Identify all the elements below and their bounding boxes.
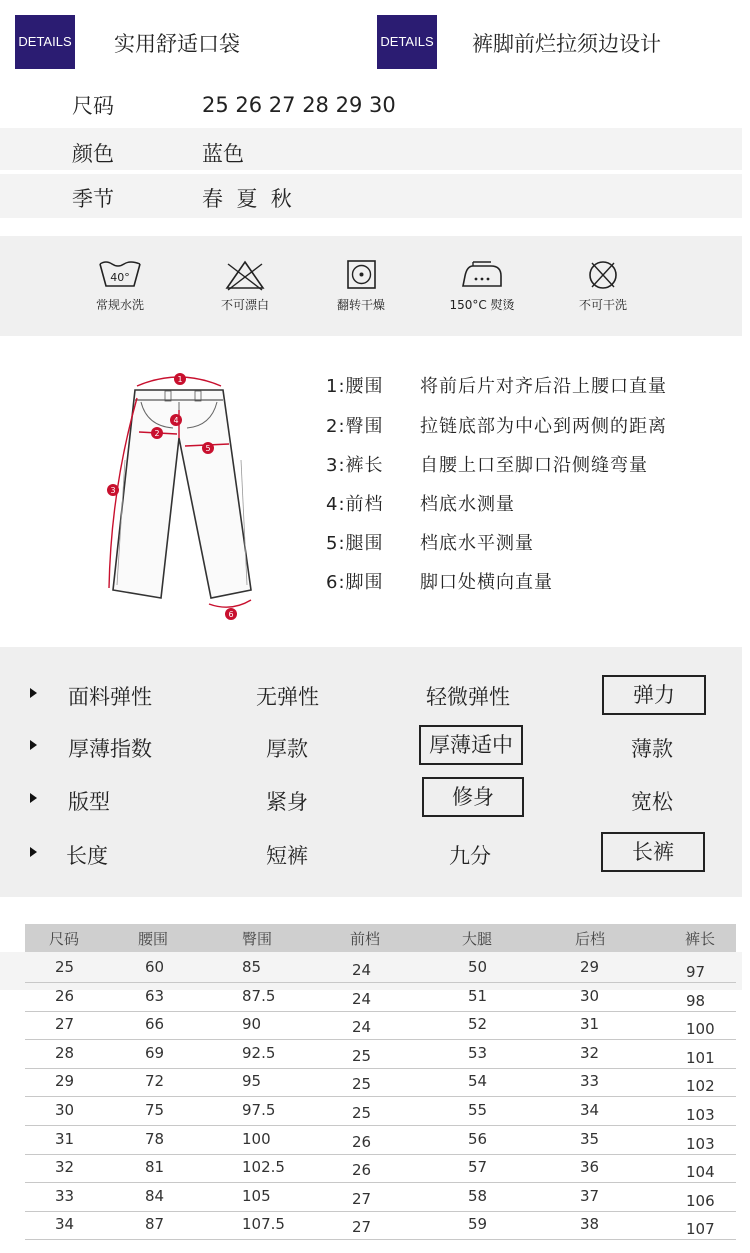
table-cell: 107 xyxy=(686,1220,715,1239)
table-cell: 52 xyxy=(468,1015,488,1034)
table-cell: 100 xyxy=(686,1020,715,1039)
table-cell: 98 xyxy=(686,991,706,1010)
bullet-icon xyxy=(30,793,37,803)
care-caption: 不可漂白 xyxy=(220,298,269,312)
table-cell: 90 xyxy=(242,1015,262,1034)
attr-option-selected: 厚薄适中 xyxy=(419,725,523,765)
table-cell: 31 xyxy=(55,1129,75,1148)
measure-line: 4:前档 档底水测量 xyxy=(326,494,515,515)
table-cell: 26 xyxy=(55,986,75,1005)
table-row-divider xyxy=(25,1011,736,1012)
col-header: 大腿 xyxy=(462,930,493,948)
attr-name: 版型 xyxy=(68,790,110,814)
iron-icon xyxy=(459,258,505,292)
measure-line: 6:脚围 脚口处横向直量 xyxy=(326,572,553,593)
wash-temp-text: 40° xyxy=(110,271,130,284)
table-cell: 27 xyxy=(352,1189,372,1208)
table-cell: 51 xyxy=(468,986,488,1005)
details-badge: DETAILS xyxy=(377,15,437,69)
table-cell: 38 xyxy=(580,1215,600,1234)
care-caption: 翻转干燥 xyxy=(336,298,385,312)
table-cell: 101 xyxy=(686,1048,715,1067)
care-caption: 150°C 熨烫 xyxy=(449,298,515,312)
table-cell: 27 xyxy=(352,1218,372,1237)
table-cell: 58 xyxy=(468,1186,488,1205)
col-header: 腰围 xyxy=(138,930,169,948)
table-cell: 57 xyxy=(468,1158,488,1177)
table-cell: 31 xyxy=(580,1015,600,1034)
care-caption: 不可干洗 xyxy=(578,298,627,312)
table-cell: 25 xyxy=(55,958,75,976)
attr-option: 薄款 xyxy=(631,737,673,761)
tumble-dry-icon xyxy=(338,258,384,292)
table-row-divider xyxy=(25,1239,736,1240)
attr-option: 短裤 xyxy=(266,844,308,868)
table-cell: 24 xyxy=(352,1018,372,1037)
table-cell: 87.5 xyxy=(242,986,276,1005)
col-header: 后档 xyxy=(575,930,606,948)
season-label: 季节 xyxy=(72,187,114,211)
table-row-divider xyxy=(25,1154,736,1155)
details-badge: DETAILS xyxy=(15,15,75,69)
table-cell: 103 xyxy=(686,1106,715,1124)
svg-text:3: 3 xyxy=(110,486,116,495)
col-header: 臀围 xyxy=(242,930,273,948)
table-cell: 25 xyxy=(352,1075,372,1094)
table-cell: 30 xyxy=(580,986,600,1005)
table-cell: 75 xyxy=(145,1101,165,1119)
attr-option: 厚款 xyxy=(266,737,308,761)
attr-option: 轻微弹性 xyxy=(426,685,510,709)
table-cell: 97.5 xyxy=(242,1101,276,1119)
table-cell: 81 xyxy=(145,1158,165,1177)
table-cell: 54 xyxy=(468,1072,488,1091)
attr-option: 紧身 xyxy=(266,790,308,814)
bullet-icon xyxy=(30,847,37,857)
table-cell: 87 xyxy=(145,1215,165,1234)
care-nobleach xyxy=(190,258,300,313)
attr-option-selected: 长裤 xyxy=(601,832,705,872)
attr-name: 长度 xyxy=(66,844,108,868)
svg-text:6: 6 xyxy=(228,610,234,619)
table-cell: 95 xyxy=(242,1072,262,1091)
table-cell: 29 xyxy=(580,958,600,976)
jeans-measure-diagram xyxy=(95,360,265,625)
attr-name: 面料弹性 xyxy=(68,685,152,709)
table-cell: 24 xyxy=(352,961,372,979)
season-value: 春 夏 秋 xyxy=(202,187,292,211)
table-row-divider xyxy=(25,1096,736,1097)
care-caption: 常规水洗 xyxy=(95,298,144,312)
no-dry-clean-icon xyxy=(580,258,626,292)
table-cell: 107.5 xyxy=(242,1215,285,1234)
table-cell: 102 xyxy=(686,1077,715,1096)
feature-hem-text: 裤脚前烂拉须边设计 xyxy=(472,32,661,56)
table-cell: 85 xyxy=(242,958,262,976)
measure-line: 1:腰围 将前后片对齐后沿上腰口直量 xyxy=(326,376,667,397)
table-cell: 66 xyxy=(145,1015,165,1034)
table-cell: 104 xyxy=(686,1163,715,1182)
jeans-outline xyxy=(113,390,251,598)
table-cell: 36 xyxy=(580,1158,600,1177)
marker-3 xyxy=(107,484,119,496)
table-cell: 78 xyxy=(145,1129,165,1148)
table-cell: 25 xyxy=(352,1104,372,1122)
table-cell: 33 xyxy=(580,1072,600,1091)
table-cell: 35 xyxy=(580,1129,600,1148)
table-cell: 30 xyxy=(55,1101,75,1119)
bullet-icon xyxy=(30,740,37,750)
table-cell: 103 xyxy=(686,1134,715,1153)
col-header: 裤长 xyxy=(685,930,716,948)
marker-5 xyxy=(202,442,214,454)
table-cell: 32 xyxy=(580,1043,600,1062)
bullet-icon xyxy=(30,688,37,698)
svg-text:1: 1 xyxy=(177,375,183,384)
table-cell: 59 xyxy=(468,1215,488,1234)
marker-2 xyxy=(151,427,163,439)
no-bleach-icon xyxy=(222,258,268,292)
size-value: 25 26 27 28 29 30 xyxy=(202,93,396,117)
measure-line: 2:臀围 拉链底部为中心到两侧的距离 xyxy=(326,416,667,437)
table-cell: 24 xyxy=(352,989,372,1008)
table-cell: 29 xyxy=(55,1072,75,1091)
table-cell: 53 xyxy=(468,1043,488,1062)
care-tumble xyxy=(306,258,416,313)
size-table-header xyxy=(25,924,736,952)
table-row-divider xyxy=(25,1182,736,1183)
attr-option-selected: 修身 xyxy=(422,777,524,817)
attr-name: 厚薄指数 xyxy=(68,737,152,761)
wash-40-icon xyxy=(97,258,143,292)
table-cell: 37 xyxy=(580,1186,600,1205)
table-cell: 72 xyxy=(145,1072,165,1091)
table-row-divider xyxy=(25,1125,736,1126)
table-cell: 92.5 xyxy=(242,1043,276,1062)
table-row-divider xyxy=(25,1068,736,1069)
table-cell: 28 xyxy=(55,1043,75,1062)
table-cell: 97 xyxy=(686,963,706,981)
table-cell: 106 xyxy=(686,1191,715,1210)
table-cell: 33 xyxy=(55,1186,75,1205)
care-panel xyxy=(0,236,742,336)
col-header: 前档 xyxy=(350,930,381,948)
table-cell: 102.5 xyxy=(242,1158,285,1177)
table-cell: 50 xyxy=(468,958,488,976)
table-cell: 27 xyxy=(55,1015,75,1034)
table-cell: 32 xyxy=(55,1158,75,1177)
svg-text:2: 2 xyxy=(154,429,160,438)
color-label: 颜色 xyxy=(72,142,114,166)
color-value: 蓝色 xyxy=(202,142,244,166)
attributes-panel xyxy=(0,647,742,897)
table-cell: 69 xyxy=(145,1043,165,1062)
marker-4 xyxy=(170,414,182,426)
attr-option: 九分 xyxy=(449,844,491,868)
col-header: 尺码 xyxy=(49,930,80,948)
marker-6 xyxy=(225,608,237,620)
measure-line: 5:腿围 档底水平测量 xyxy=(326,533,534,554)
care-nodryclean xyxy=(548,258,658,313)
table-cell: 34 xyxy=(55,1215,75,1234)
table-row-divider xyxy=(25,1039,736,1040)
table-cell: 26 xyxy=(352,1132,372,1151)
table-row-divider xyxy=(25,1211,736,1212)
size-label: 尺码 xyxy=(72,94,114,118)
marker-1 xyxy=(174,373,186,385)
attr-option: 无弹性 xyxy=(256,685,319,709)
table-cell: 56 xyxy=(468,1129,488,1148)
svg-text:5: 5 xyxy=(205,444,211,453)
table-row-divider xyxy=(25,982,736,983)
table-cell: 26 xyxy=(352,1161,372,1180)
table-cell: 100 xyxy=(242,1129,271,1148)
attr-option-selected: 弹力 xyxy=(602,675,706,715)
feature-pocket-text: 实用舒适口袋 xyxy=(114,32,240,56)
care-iron xyxy=(427,258,537,313)
attr-option: 宽松 xyxy=(631,790,673,814)
table-cell: 63 xyxy=(145,986,165,1005)
table-cell: 25 xyxy=(352,1046,372,1065)
table-cell: 105 xyxy=(242,1186,271,1205)
table-cell: 55 xyxy=(468,1101,488,1119)
measure-line: 3:裤长 自腰上口至脚口沿侧缝弯量 xyxy=(326,455,648,476)
table-cell: 34 xyxy=(580,1101,600,1119)
table-cell: 84 xyxy=(145,1186,165,1205)
table-cell: 60 xyxy=(145,958,165,976)
svg-text:4: 4 xyxy=(173,416,179,425)
care-wash xyxy=(65,258,175,313)
